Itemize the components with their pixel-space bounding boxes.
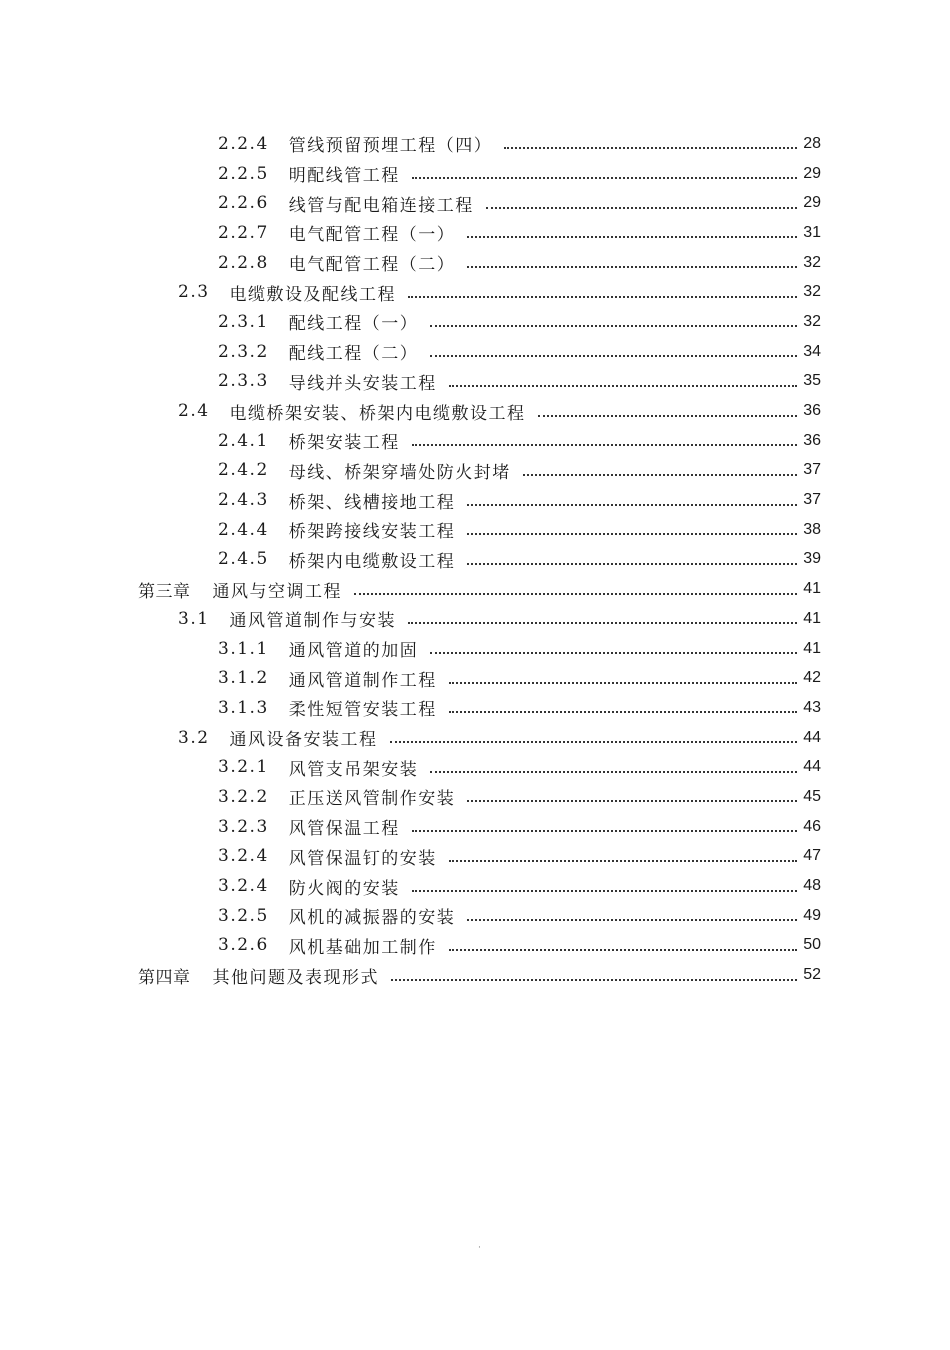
toc-entry[interactable] — [0, 842, 821, 872]
toc-entry-page: 41 — [803, 639, 821, 657]
toc-dot-leader — [523, 473, 797, 476]
toc-entry-title: 风机的减振器的安装 — [288, 908, 456, 929]
toc-entry-page: 42 — [803, 669, 821, 687]
toc-entry-title: 其他问题及表现形式 — [212, 967, 379, 988]
toc-entry-number: 3.2.2 — [218, 786, 269, 807]
toc-entry[interactable] — [0, 812, 821, 842]
toc-entry-title: 风机基础加工制作 — [288, 937, 437, 958]
toc-entry-number: 2.2.8 — [218, 252, 269, 273]
toc-dot-leader — [449, 681, 797, 684]
toc-entry[interactable] — [0, 901, 821, 931]
toc-entry[interactable] — [0, 129, 821, 159]
toc-dot-leader — [449, 859, 797, 862]
toc-dot-leader — [391, 978, 797, 981]
toc-dot-leader — [430, 354, 797, 357]
toc-entry[interactable] — [0, 218, 821, 248]
toc-dot-leader — [467, 265, 797, 268]
toc-entry[interactable] — [0, 307, 821, 337]
toc-entry[interactable] — [0, 723, 821, 753]
toc-entry-page: 37 — [803, 461, 821, 479]
toc-entry-title: 风管保温钉的安装 — [288, 848, 437, 869]
toc-entry-page: 48 — [803, 877, 821, 895]
toc-entry-title: 配线工程（二） — [288, 344, 419, 365]
toc-entry-title: 通风设备安装工程 — [229, 730, 378, 751]
toc-entry-number: 3.2 — [178, 727, 210, 748]
toc-entry-number: 3.2.1 — [218, 757, 269, 778]
toc-entry-page: 29 — [803, 194, 821, 212]
toc-entry-page: 49 — [803, 906, 821, 924]
toc-entry-page: 41 — [803, 609, 821, 627]
toc-entry-page: 41 — [803, 580, 821, 598]
toc-entry-title: 配线工程（一） — [288, 314, 419, 335]
toc-entry-page: 44 — [803, 758, 821, 776]
toc-entry[interactable] — [0, 277, 821, 307]
toc-entry-title: 电缆桥架安装、桥架内电缆敷设工程 — [229, 403, 526, 424]
toc-entry-number: 2.3.3 — [218, 371, 269, 392]
page-footer-mark: · — [478, 1243, 481, 1253]
toc-entry-title: 通风管道制作工程 — [288, 670, 437, 691]
toc-entry-title: 风管支吊架安装 — [288, 759, 419, 780]
toc-entry-title: 线管与配电箱连接工程 — [288, 195, 474, 216]
toc-dot-leader — [412, 443, 797, 446]
toc-entry-number: 2.2.6 — [218, 193, 269, 214]
toc-entry-number: 3.1.2 — [218, 668, 269, 689]
toc-entry-number: 2.3.1 — [218, 311, 269, 332]
toc-entry-title: 风管保温工程 — [288, 819, 400, 840]
toc-entry-title: 桥架、线槽接地工程 — [288, 492, 456, 513]
toc-entry[interactable] — [0, 574, 821, 604]
toc-entry-title: 电缆敷设及配线工程 — [229, 284, 397, 305]
toc-entry-number: 3.1.3 — [218, 697, 269, 718]
toc-entry-number: 2.3.2 — [218, 341, 269, 362]
toc-entry-page: 34 — [803, 342, 821, 360]
toc-entry-title: 正压送风管制作安装 — [288, 789, 456, 810]
toc-entry[interactable] — [0, 604, 821, 634]
toc-entry[interactable] — [0, 456, 821, 486]
toc-entry-number: 2.4.3 — [218, 490, 269, 511]
toc-dot-leader — [449, 710, 797, 713]
toc-entry-page: 32 — [803, 283, 821, 301]
toc-entry-page: 44 — [803, 728, 821, 746]
toc-entry-number: 2.4 — [178, 401, 210, 422]
toc-entry-number: 第三章 — [138, 581, 191, 602]
toc-entry-page: 37 — [803, 491, 821, 509]
toc-entry[interactable] — [0, 396, 821, 426]
toc-dot-leader — [430, 770, 797, 773]
toc-entry-page: 28 — [803, 134, 821, 152]
toc-entry[interactable] — [0, 871, 821, 901]
toc-entry-page: 39 — [803, 550, 821, 568]
toc-entry-page: 36 — [803, 431, 821, 449]
toc-entry[interactable] — [0, 960, 821, 990]
toc-dot-leader — [412, 176, 797, 179]
toc-entry-title: 柔性短管安装工程 — [288, 700, 437, 721]
toc-entry-number: 3.1 — [178, 608, 210, 629]
toc-dot-leader — [486, 206, 797, 209]
toc-entry-title: 通风管道制作与安装 — [229, 611, 397, 632]
toc-entry-number: 2.2.5 — [218, 163, 269, 184]
toc-entry-number: 3.2.6 — [218, 935, 269, 956]
toc-entry[interactable] — [0, 634, 821, 664]
toc-entry-title: 电气配管工程（二） — [288, 255, 456, 276]
toc-entry[interactable] — [0, 337, 821, 367]
toc-dot-leader — [467, 918, 797, 921]
toc-entry[interactable] — [0, 367, 821, 397]
toc-entry-page: 29 — [803, 164, 821, 182]
toc-entry-page: 36 — [803, 402, 821, 420]
toc-entry-number: 2.4.4 — [218, 519, 269, 540]
toc-entry[interactable] — [0, 693, 821, 723]
toc-entry-number: 3.2.4 — [218, 846, 269, 867]
toc-entry-title: 管线预留预埋工程（四） — [288, 136, 493, 157]
toc-entry-page: 45 — [803, 787, 821, 805]
toc-dot-leader — [430, 651, 797, 654]
toc-dot-leader — [467, 562, 797, 565]
toc-entry-title: 桥架跨接线安装工程 — [288, 522, 456, 543]
toc-entry[interactable] — [0, 485, 821, 515]
toc-entry[interactable] — [0, 515, 821, 545]
toc-entry-number: 2.2.7 — [218, 222, 269, 243]
toc-entry-number: 第四章 — [138, 967, 191, 988]
toc-entry-title: 桥架内电缆敷设工程 — [288, 551, 456, 572]
toc-entry-number: 3.2.3 — [218, 816, 269, 837]
toc-dot-leader — [467, 532, 797, 535]
toc-entry[interactable] — [0, 752, 821, 782]
toc-entry-title: 导线并头安装工程 — [288, 373, 437, 394]
toc-entry-page: 46 — [803, 817, 821, 835]
toc-entry-page: 52 — [803, 966, 821, 984]
toc-entry[interactable] — [0, 188, 821, 218]
toc-entry-title: 明配线管工程 — [288, 166, 400, 187]
toc-entry-title: 电气配管工程（一） — [288, 225, 456, 246]
toc-entry-title: 通风管道的加固 — [288, 641, 419, 662]
toc-entry-page: 38 — [803, 520, 821, 538]
toc-dot-leader — [467, 799, 797, 802]
toc-dot-leader — [467, 235, 797, 238]
toc-entry-page: 43 — [803, 698, 821, 716]
toc-entry-number: 3.1.1 — [218, 638, 269, 659]
toc-entry[interactable] — [0, 248, 821, 278]
toc-entry-page: 31 — [803, 223, 821, 241]
toc-dot-leader — [504, 146, 797, 149]
toc-dot-leader — [408, 621, 797, 624]
toc-entry[interactable] — [0, 426, 821, 456]
toc-entry-page: 32 — [803, 253, 821, 271]
toc-entry[interactable] — [0, 159, 821, 189]
toc-entry-number: 3.2.4 — [218, 876, 269, 897]
toc-entry-page: 32 — [803, 312, 821, 330]
toc-dot-leader — [430, 324, 797, 327]
toc-dot-leader — [449, 384, 797, 387]
toc-entry[interactable] — [0, 545, 821, 575]
toc-dot-leader — [449, 948, 797, 951]
toc-dot-leader — [412, 889, 797, 892]
toc-entry-title: 桥架安装工程 — [288, 433, 400, 454]
toc-dot-leader — [390, 740, 798, 743]
toc-dot-leader — [538, 414, 798, 417]
toc-entry-title: 母线、桥架穿墙处防火封堵 — [288, 462, 511, 483]
toc-entry-number: 2.2.4 — [218, 133, 269, 154]
toc-entry-title: 防火阀的安装 — [288, 878, 400, 899]
toc-dot-leader — [408, 295, 797, 298]
toc-entry-page: 50 — [803, 936, 821, 954]
toc-dot-leader — [354, 592, 797, 595]
toc-entry-number: 2.4.1 — [218, 430, 269, 451]
table-of-contents — [0, 129, 950, 990]
toc-entry-page: 35 — [803, 372, 821, 390]
toc-entry[interactable] — [0, 782, 821, 812]
toc-entry-title: 通风与空调工程 — [212, 581, 342, 602]
toc-dot-leader — [467, 503, 797, 506]
toc-entry-number: 2.3 — [178, 282, 210, 303]
toc-entry[interactable] — [0, 931, 821, 961]
toc-entry[interactable] — [0, 663, 821, 693]
toc-entry-number: 3.2.5 — [218, 905, 269, 926]
toc-entry-page: 47 — [803, 847, 821, 865]
toc-entry-number: 2.4.5 — [218, 549, 269, 570]
toc-entry-number: 2.4.2 — [218, 460, 269, 481]
toc-dot-leader — [412, 829, 797, 832]
